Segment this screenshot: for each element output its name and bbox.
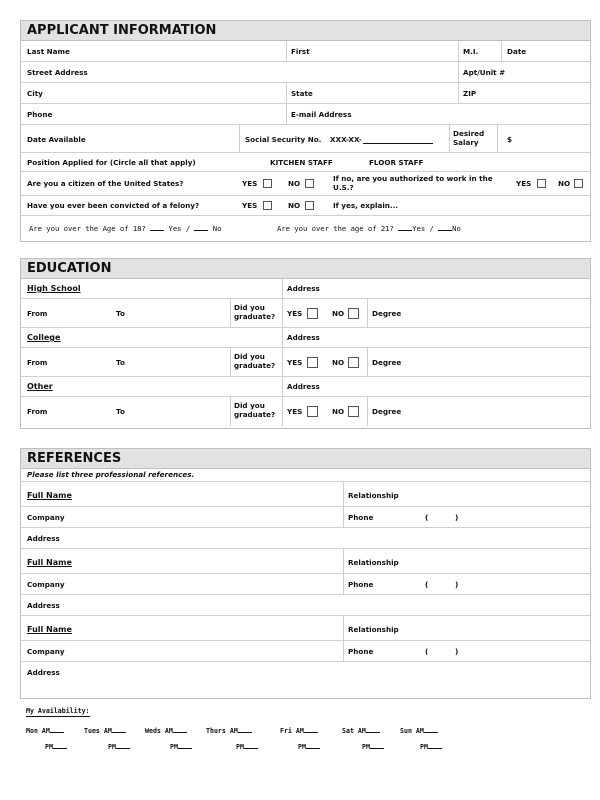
high-school-no-label: NO: [332, 309, 345, 318]
reference-3-full-name-label: Full Name: [27, 625, 72, 634]
college-address-label: Address: [287, 333, 320, 342]
availability-thurs-pm: PM: [236, 742, 258, 751]
citizen-yes-checkbox[interactable]: [263, 179, 272, 188]
reference-3-company-label: Company: [27, 647, 65, 656]
last-name-label: Last Name: [27, 47, 70, 56]
reference-1-phone-label: Phone: [348, 513, 374, 522]
position-row: [21, 153, 590, 172]
college-dates-row: [21, 348, 590, 377]
availability-weds-pm: PM: [170, 742, 192, 751]
availability-weds-am: Weds AM: [145, 726, 187, 735]
reference-3-address-label: Address: [27, 668, 60, 677]
reference-3-relationship-label: Relationship: [348, 625, 399, 634]
applicant-section-title: APPLICANT INFORMATION: [27, 23, 217, 38]
education-section-title: EDUCATION: [27, 261, 112, 276]
reference-1-address-label: Address: [27, 534, 60, 543]
apt-unit-label: Apt/Unit #: [463, 68, 506, 77]
references-section-header: [21, 449, 590, 469]
reference-3-paren-close: ): [455, 647, 459, 656]
education-section-header: [21, 259, 590, 279]
other-school-yes-checkbox[interactable]: [307, 406, 318, 417]
reference-1-relationship-label: Relationship: [348, 491, 399, 500]
education-section: [20, 258, 591, 429]
city-label: City: [27, 89, 43, 98]
salary-dollar-sign: $: [507, 135, 513, 144]
high-school-graduate: graduate?: [234, 312, 276, 321]
middle-initial-label: M.I.: [463, 47, 479, 56]
authorized-question-2: U.S.?: [333, 183, 354, 192]
ssn-blank: [363, 137, 433, 144]
desired-salary-label-1: Desired: [453, 129, 485, 138]
reference-3-company-row: [21, 641, 590, 662]
age-row: [21, 216, 590, 241]
felony-row: [21, 196, 590, 216]
phone-label: Phone: [27, 110, 53, 119]
availability-sat-pm: PM: [362, 742, 384, 751]
college-yes-checkbox[interactable]: [307, 357, 318, 368]
high-school-row: [21, 279, 590, 299]
zip-label: ZIP: [463, 89, 477, 98]
reference-2-relationship-label: Relationship: [348, 558, 399, 567]
email-label: E-mail Address: [291, 110, 352, 119]
references-section: [20, 448, 591, 699]
reference-1-full-name-label: Full Name: [27, 491, 72, 500]
high-school-yes-checkbox[interactable]: [307, 308, 318, 319]
availability-tues-pm: PM: [108, 742, 130, 751]
availability-thurs-am: Thurs AM: [206, 726, 252, 735]
reference-2-phone-label: Phone: [348, 580, 374, 589]
state-label: State: [291, 89, 313, 98]
other-school-yes-label: YES: [287, 407, 303, 416]
citizen-row: [21, 172, 590, 196]
citizen-question: Are you a citizen of the United States?: [27, 179, 184, 188]
other-school-to-label: To: [116, 407, 125, 416]
college-yes-label: YES: [287, 358, 303, 367]
position-applied-label: Position Applied for (Circle all that apply): [27, 158, 196, 167]
other-school-graduate: graduate?: [234, 410, 276, 419]
other-school-no-checkbox[interactable]: [348, 406, 359, 417]
reference-2-full-name-label: Full Name: [27, 558, 72, 567]
citizen-no-checkbox[interactable]: [305, 179, 314, 188]
felony-explain-label: If yes, explain...: [333, 201, 399, 210]
college-label: College: [27, 333, 61, 342]
reference-2-paren-close: ): [455, 580, 459, 589]
high-school-did-you: Did you: [234, 303, 265, 312]
reference-2-company-label: Company: [27, 580, 65, 589]
citizen-yes-label: YES: [242, 179, 258, 188]
authorized-no-label: NO: [558, 179, 571, 188]
kitchen-staff-option[interactable]: KITCHEN STAFF: [270, 158, 333, 167]
high-school-from-label: From: [27, 309, 48, 318]
ssn-prefix: XXX-XX-: [330, 135, 362, 144]
high-school-degree-label: Degree: [372, 309, 402, 318]
authorized-yes-label: YES: [516, 179, 532, 188]
availability-sun-am: Sun AM: [400, 726, 438, 735]
availability-sun-pm: PM: [420, 742, 442, 751]
high-school-label: High School: [27, 284, 81, 293]
reference-1-paren-close: ): [455, 513, 459, 522]
college-graduate: graduate?: [234, 361, 276, 370]
reference-1-company-label: Company: [27, 513, 65, 522]
reference-1-name-row: [21, 482, 590, 507]
reference-2-paren-open: (: [425, 580, 429, 589]
felony-yes-checkbox[interactable]: [263, 201, 272, 210]
date-label: Date: [507, 47, 527, 56]
reference-2-company-row: [21, 574, 590, 595]
date-available-label: Date Available: [27, 135, 86, 144]
high-school-no-checkbox[interactable]: [348, 308, 359, 319]
applicant-information-section: [20, 20, 591, 242]
phone-row: [21, 104, 590, 125]
other-school-did-you: Did you: [234, 401, 265, 410]
references-instruction: Please list three professional references.: [27, 470, 195, 479]
availability-fri-pm: PM: [298, 742, 320, 751]
reference-2-address-label: Address: [27, 601, 60, 610]
ssn-label: Social Security No.: [245, 135, 322, 144]
college-no-label: NO: [332, 358, 345, 367]
other-school-from-label: From: [27, 407, 48, 416]
citizen-no-label: NO: [288, 179, 301, 188]
reference-3-address-row: [21, 662, 590, 683]
reference-2-address-row: [21, 595, 590, 616]
college-no-checkbox[interactable]: [348, 357, 359, 368]
references-section-title: REFERENCES: [27, 451, 122, 466]
age21-question: Are you over the age of 21? Yes / No: [277, 224, 461, 233]
availability-sat-am: Sat AM: [342, 726, 380, 735]
felony-no-checkbox[interactable]: [305, 201, 314, 210]
college-did-you: Did you: [234, 352, 265, 361]
age18-question: Are you over the Age of 18? Yes / No: [29, 224, 222, 233]
city-row: [21, 83, 590, 104]
college-to-label: To: [116, 358, 125, 367]
availability-tues-am: Tues AM: [84, 726, 126, 735]
name-row: [21, 41, 590, 62]
other-school-no-label: NO: [332, 407, 345, 416]
felony-question: Have you ever been convicted of a felony?: [27, 201, 200, 210]
date-available-row: [21, 125, 590, 153]
other-school-degree-label: Degree: [372, 407, 402, 416]
college-from-label: From: [27, 358, 48, 367]
reference-1-address-row: [21, 528, 590, 549]
availability-title: My Availability:: [26, 707, 90, 715]
felony-no-label: NO: [288, 201, 301, 210]
college-degree-label: Degree: [372, 358, 402, 367]
high-school-address-label: Address: [287, 284, 320, 293]
college-row: [21, 328, 590, 348]
authorized-question-1: If no, are you authorized to work in the: [333, 174, 493, 183]
first-name-label: First: [291, 47, 310, 56]
reference-1-company-row: [21, 507, 590, 528]
reference-2-name-row: [21, 549, 590, 574]
authorized-no-checkbox[interactable]: [574, 179, 583, 188]
availability-mon-am: Mon AM: [26, 726, 64, 735]
desired-salary-label-2: Salary: [453, 138, 479, 147]
reference-3-paren-open: (: [425, 647, 429, 656]
high-school-yes-label: YES: [287, 309, 303, 318]
authorized-yes-checkbox[interactable]: [537, 179, 546, 188]
felony-yes-label: YES: [242, 201, 258, 210]
high-school-dates-row: [21, 299, 590, 328]
applicant-section-header: [21, 21, 590, 41]
reference-3-phone-label: Phone: [348, 647, 374, 656]
high-school-to-label: To: [116, 309, 125, 318]
reference-1-paren-open: (: [425, 513, 429, 522]
other-school-dates-row: [21, 397, 590, 426]
references-instruction-row: [21, 469, 590, 482]
street-address-label: Street Address: [27, 68, 88, 77]
availability-fri-am: Fri AM: [280, 726, 318, 735]
availability-mon-pm: PM: [45, 742, 67, 751]
other-school-label: Other: [27, 382, 53, 391]
floor-staff-option[interactable]: FLOOR STAFF: [369, 158, 424, 167]
other-school-address-label: Address: [287, 382, 320, 391]
street-address-row: [21, 62, 590, 83]
other-school-row: [21, 377, 590, 397]
reference-3-name-row: [21, 616, 590, 641]
